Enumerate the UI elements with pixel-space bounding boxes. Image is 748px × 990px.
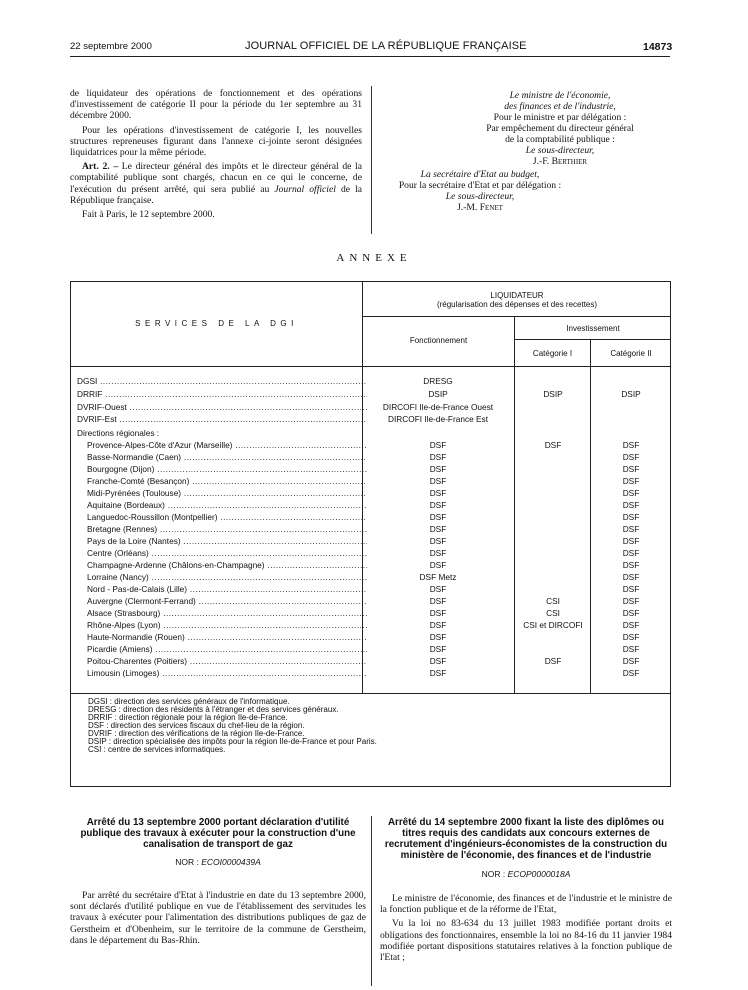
table-row: Alsace (Strasbourg) ..... DSF CSI DSF (71, 608, 672, 620)
arrete-13-septembre-title: Arrêté du 13 septembre 2000 portant déclaration d'utilité publique des travaux à exécuter pour la construction d'une canalisation de transport de gaz (80, 817, 356, 850)
secretaire-title: La secrétaire d'Etat au budget, (420, 169, 540, 180)
nor-label: NOR : (481, 869, 506, 879)
table-row: Languedoc-Roussillon (Montpellier) ..... DSF DSF (71, 512, 672, 524)
nor-label: NOR : (175, 857, 199, 867)
header-categorie-1: Catégorie I (532, 349, 573, 358)
annexe-table (70, 281, 671, 787)
bottom-column-divider (371, 816, 372, 986)
paragraph-article-2 (70, 161, 362, 206)
legend-item: DRESG : direction des résidents à l'étranger et des services généraux. (88, 705, 339, 714)
table-row: Poitou-Charentes (Poitiers) ..... DSF DSF DSF (71, 656, 672, 668)
table-row: Champagne-Ardenne (Châlons-en-Champagne) ..... DSF DSF (71, 560, 672, 572)
article-text: Le directeur général des impôts et le directeur général de la comptabilité publique sont chargés, chacun en ce qui le concerne, de l'exécution du présent arrêté, qui sera publié au (70, 161, 362, 195)
legend-item: DVRIF : direction des vérifications de la région Ile-de-France. (88, 729, 305, 738)
table-row: Directions régionales : (77, 428, 160, 438)
table-row: DVRIF-Est ..... DIRCOFI Ile-de-France Est (71, 414, 672, 426)
row-line-legend (71, 693, 671, 694)
header-services: SERVICES DE LA DGI (135, 319, 298, 328)
arrete-14-septembre-title: Arrêté du 14 septembre 2000 fixant la liste des diplômes ou titres requis des candidats aux concours externes de recrutement d'ingénieurs-économistes de la construction du ministère de l'économie, des finances et de l'industrie (384, 817, 668, 861)
table-row: Auvergne (Clermont-Ferrand) ..... DSF CSI DSF (71, 596, 672, 608)
legend-item: DSF : direction des services fiscaux du chef-lieu de la région. (88, 721, 305, 730)
signatory-name-fenet: J.-M. Fenet (457, 202, 503, 213)
row-line-header (71, 366, 671, 367)
table-row: Bretagne (Rennes) ..... DSF DSF (71, 524, 672, 536)
table-row: Lorraine (Nancy) ..... DSF Metz DSF (71, 572, 672, 584)
signatory-title-2: des finances et de l'industrie, (504, 101, 616, 112)
article-label: Art. 2. – (82, 161, 119, 173)
header-date: 22 septembre 2000 (70, 41, 152, 52)
table-row: Pays de la Loire (Nantes) ..... DSF DSF (71, 536, 672, 548)
header-rule (70, 56, 670, 57)
table-row: Franche-Comté (Besançon) ..... DSF DSF (71, 476, 672, 488)
paragraph-gerstheim: Par arrêté du secrétaire d'Etat à l'industrie en date du 13 septembre 2000, sont déclarés d'utilité publique en vue de l'établissement des servitudes les travaux à exécuter pour l'alimentation des distributions publiques de gaz de Gerstheim et d'Obenheim, sur le territoire de la commune de Gerstheim, dans le département du Bas-Rhin. (70, 890, 366, 946)
header-investissement: Investissement (566, 324, 620, 333)
table-row: DGSI ..... DRESG (71, 376, 672, 388)
table-row: Provence-Alpes-Côte d'Azur (Marseille) ..... DSF DSF DSF (71, 440, 672, 452)
fait-a-paris: Fait à Paris, le 12 septembre 2000. (82, 209, 215, 221)
table-row: Centre (Orléans) ..... DSF DSF (71, 548, 672, 560)
row-line-investissement (514, 339, 671, 340)
table-row: DRRIF ..... DSIP DSIP DSIP (71, 389, 672, 401)
nor-left (70, 857, 366, 867)
table-row: Haute-Normandie (Rouen) ..... DSF DSF (71, 632, 672, 644)
table-row: DVRIF-Ouest ..... DIRCOFI Ile-de-France Ouest (71, 402, 672, 414)
paragraph-investissement: Pour les opérations d'investissement de catégorie I, les nouvelles structures repreneuses figurant dans l'annexe ci-jointe seront désignées liquidatrices pour la même période. (70, 124, 362, 159)
table-row: Midi-Pyrénées (Toulouse) ..... DSF DSF (71, 488, 672, 500)
page-number: 14873 (643, 41, 673, 53)
top-left-column (70, 88, 362, 223)
signatory-name-berthier: J.-F. Berthier (532, 156, 588, 167)
table-row: Picardie (Amiens) ..... DSF DSF (71, 644, 672, 656)
legend-item: DGSI : direction des services généraux de l'informatique. (88, 697, 290, 706)
journal-title: JOURNAL OFFICIEL DE LA RÉPUBLIQUE FRANÇAISE (245, 40, 527, 52)
header-fonctionnement: Fonctionnement (409, 336, 468, 345)
annexe-title: ANNEXE (336, 252, 412, 264)
article-end: de la République française. (70, 183, 362, 206)
paragraph-vu-la-loi: Vu la loi no 83-634 du 13 juillet 1983 modifiée portant droits et obligations des fonctionnaires, ensemble la loi no 84-16 du 11 janvier 1984 modifiée portant dispositions statutaires relatives à la fonction publique de l'Etat ; (380, 918, 672, 964)
delegation-line: Pour le ministre et par délégation : (493, 112, 627, 123)
header-liquidateur: LIQUIDATEUR (490, 291, 544, 300)
header-liquidateur-sub: (régularisation des dépenses et des recettes) (436, 300, 598, 309)
table-row: Limousin (Limoges) ..... DSF DSF (71, 668, 672, 680)
nor-code: ECOP0000018A (507, 869, 571, 879)
comptabilite-line: de la comptabilité publique : (505, 134, 615, 145)
legend-item: DSIP : direction spécialisée des impôts pour la région Ile-de-France et pour Paris. (88, 737, 377, 746)
table-row: Basse-Normandie (Caen) ..... DSF DSF (71, 452, 672, 464)
table-row: Bourgogne (Dijon) ..... DSF DSF (71, 464, 672, 476)
signature-block (380, 90, 670, 213)
table-row: Nord - Pas-de-Calais (Lille) ..... DSF DSF (71, 584, 672, 596)
empechement-line: Par empêchement du directeur général (486, 123, 634, 134)
table-row: Rhône-Alpes (Lyon) ..... DSF CSI et DIRCOFI DSF (71, 620, 672, 632)
nor-code: ECOI0000439A (201, 857, 261, 867)
secretaire-delegation: Pour la secrétaire d'Etat et par délégation : (398, 180, 562, 191)
table-row: Aquitaine (Bordeaux) ..... DSF DSF (71, 500, 672, 512)
paragraph-ministre: Le ministre de l'économie, des finances et de l'industrie et le ministre de la fonction publique et de la réforme de l'Etat, (380, 893, 672, 916)
journal-officiel-ref: Journal officiel (274, 183, 336, 195)
arrete-14-septembre-body (380, 893, 672, 966)
arrete-13-septembre-body (70, 890, 366, 949)
legend-item: CSI : centre de services informatiques. (88, 745, 226, 754)
paragraph-liquidateur: de liquidateur des opérations de fonctionnement et des opérations d'investissement de catégorie II pour la période du 1er septembre au 31 décembre 2000. (70, 88, 362, 122)
sous-directeur-title-2: Le sous-directeur, (445, 191, 515, 202)
nor-right (380, 869, 672, 879)
legend-item: DRRIF : direction régionale pour la région Ile-de-France. (88, 713, 288, 722)
header-categorie-2: Catégorie II (610, 349, 652, 358)
sous-directeur-title: Le sous-directeur, (525, 145, 595, 156)
row-line-liquidateur (362, 316, 671, 317)
signatory-title: Le ministre de l'économie, (509, 90, 611, 101)
